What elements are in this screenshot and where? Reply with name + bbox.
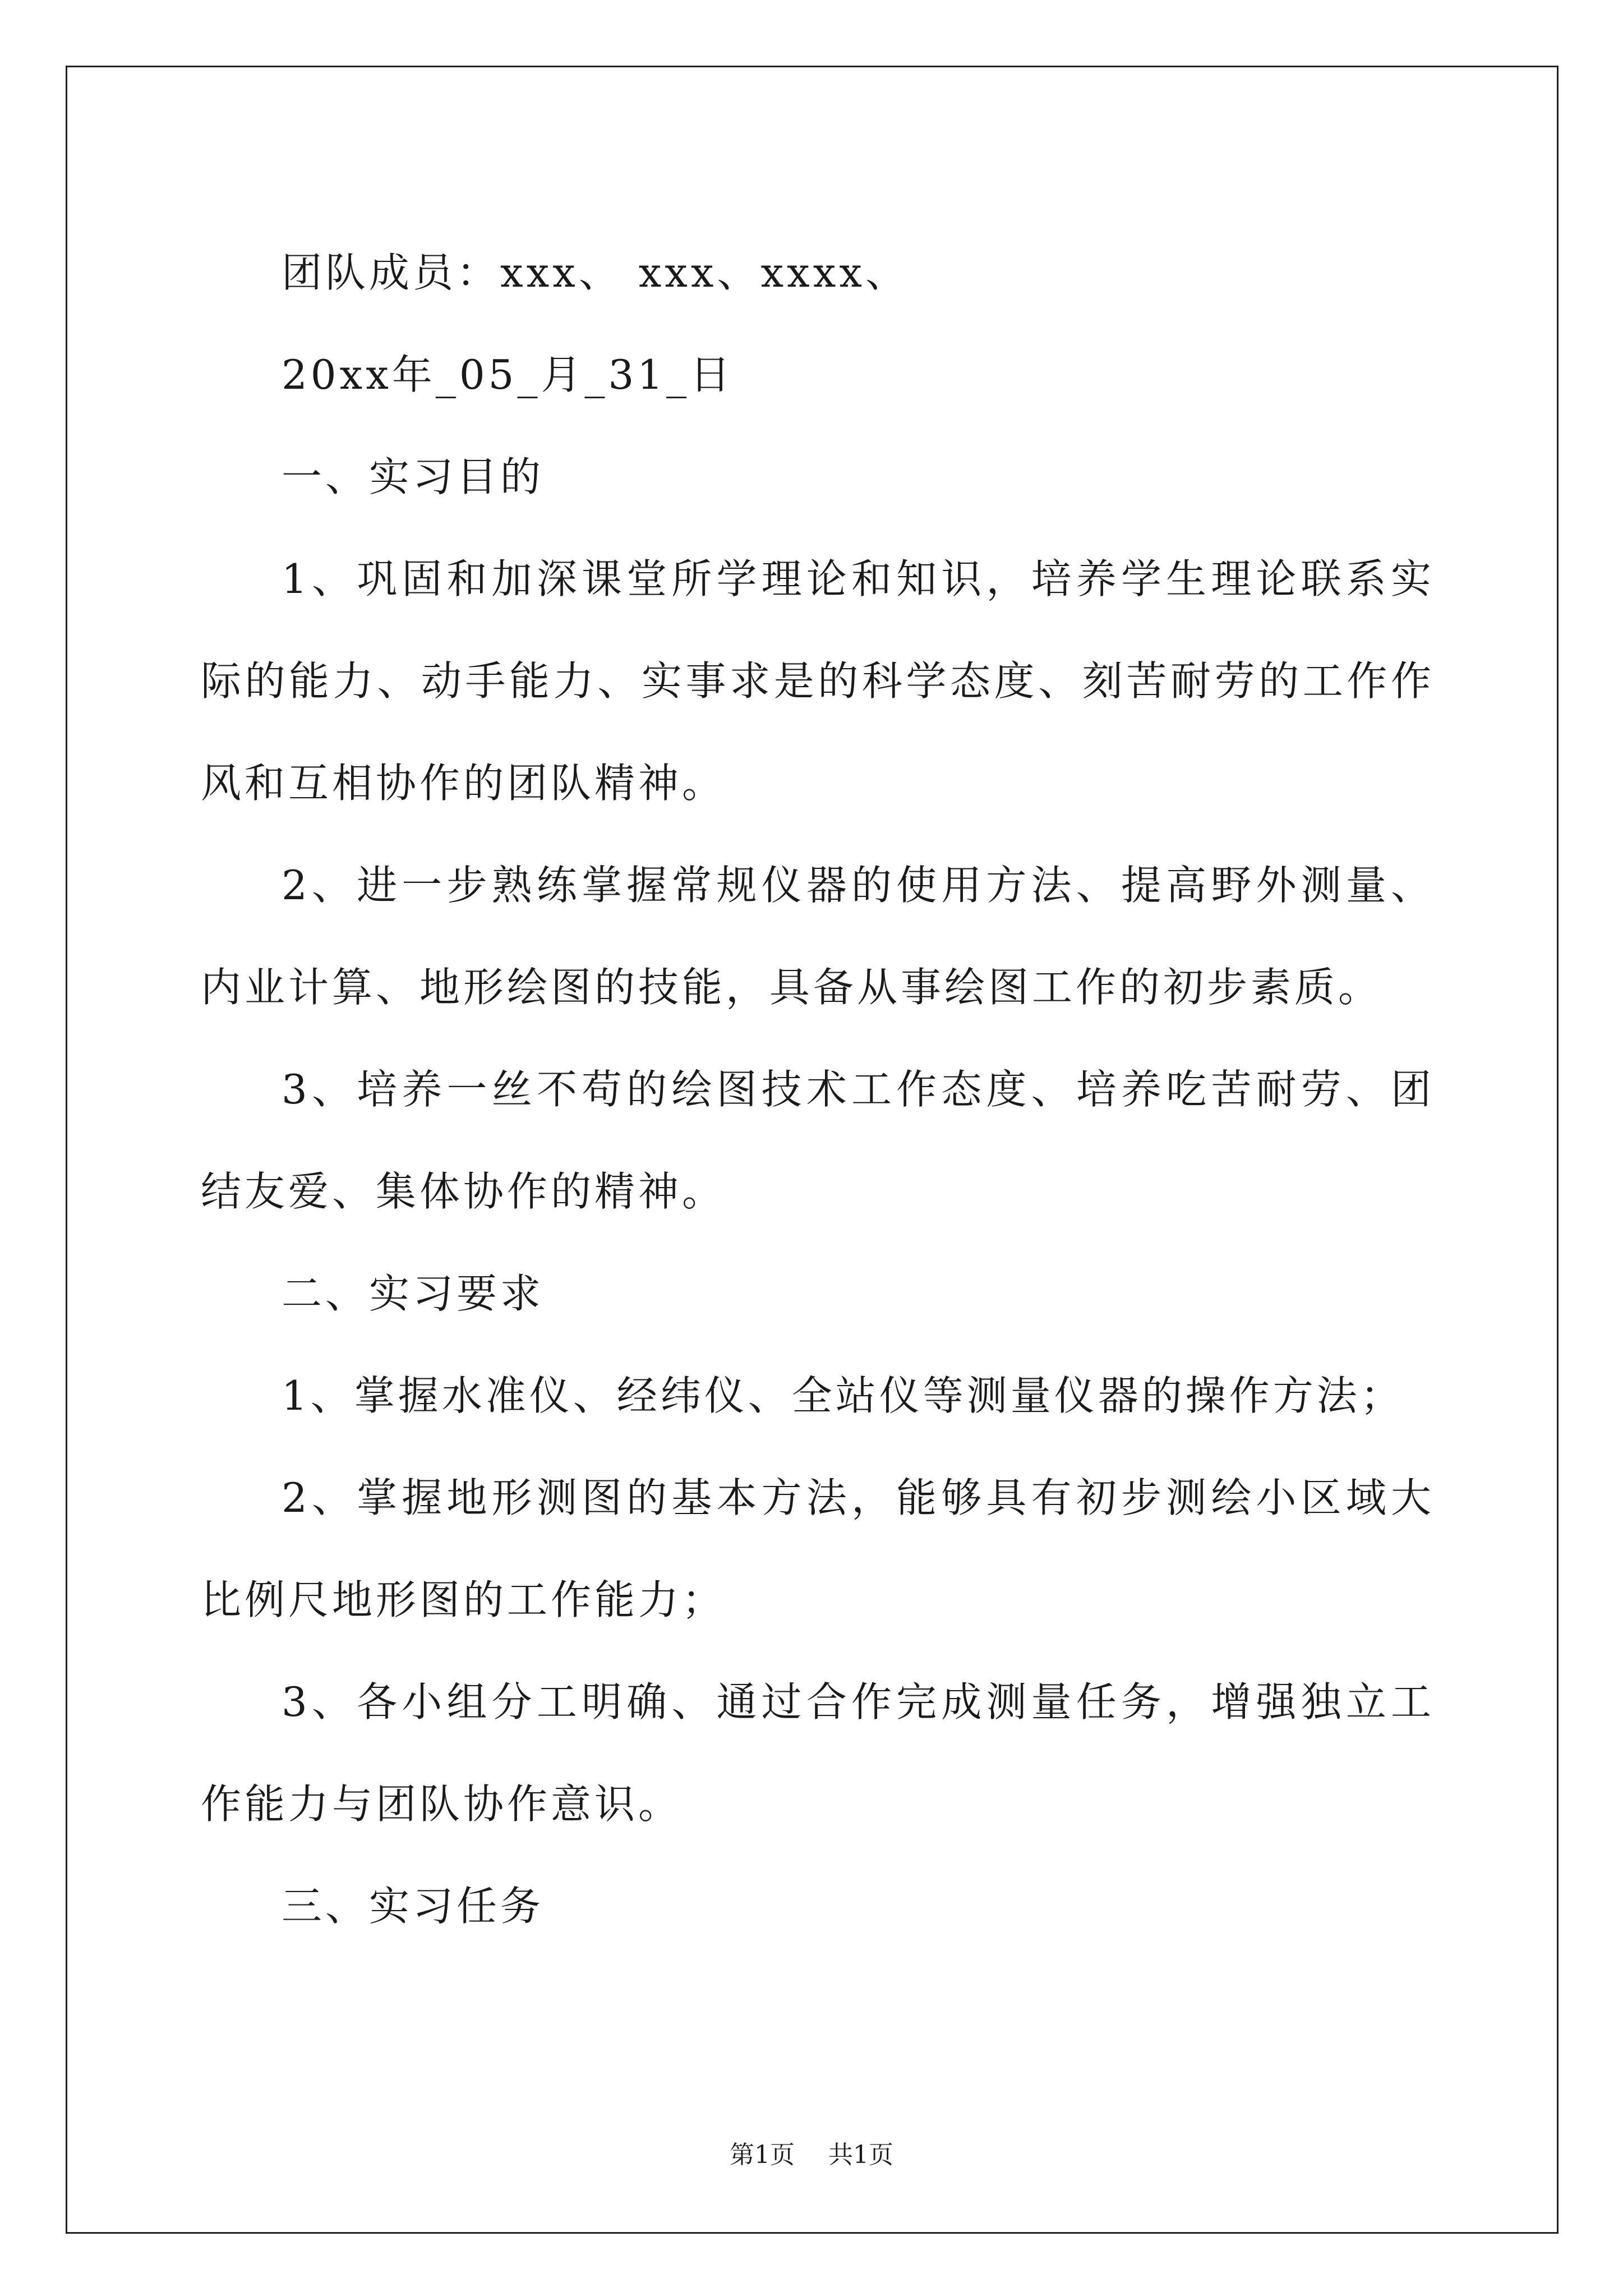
requirement-item-2: 2、掌握地形测图的基本方法，能够具有初步测绘小区域大比例尺地形图的工作能力； bbox=[201, 1474, 1435, 1623]
section-heading-tasks: 三、实习任务 bbox=[282, 1883, 545, 1930]
purpose-item-3: 3、培养一丝不苟的绘图技术工作态度、培养吃苦耐劳、团结友爱、集体协作的精神。 bbox=[201, 1066, 1435, 1215]
section-heading-requirements: 二、实习要求 bbox=[282, 1270, 545, 1317]
section-heading-purpose: 一、实习目的 bbox=[282, 453, 545, 500]
requirement-item-1: 1、掌握水准仪、经纬仪、全站仪等测量仪器的操作方法； bbox=[282, 1372, 1404, 1419]
page-footer bbox=[0, 2134, 1623, 2170]
document-body bbox=[201, 222, 1435, 1957]
requirement-item-3: 3、各小组分工明确、通过合作完成测量任务，增强独立工作能力与团队协作意识。 bbox=[201, 1678, 1435, 1828]
page-number: 第1页 bbox=[730, 2141, 795, 2169]
page-total: 共1页 bbox=[828, 2141, 893, 2169]
date-line: 20xx年_05_月_31_日 bbox=[282, 351, 734, 398]
purpose-item-1: 1、巩固和加深课堂所学理论和知识，培养学生理论联系实际的能力、动手能力、实事求是的科学态度、刻苦耐劳的工作作风和互相协作的团队精神。 bbox=[201, 555, 1435, 807]
team-members-line: 团队成员：xxx、 xxx、xxxx、 bbox=[282, 249, 909, 296]
purpose-item-2: 2、进一步熟练掌握常规仪器的使用方法、提高野外测量、内业计算、地形绘图的技能，具备从事绘图工作的初步素质。 bbox=[201, 862, 1435, 1011]
